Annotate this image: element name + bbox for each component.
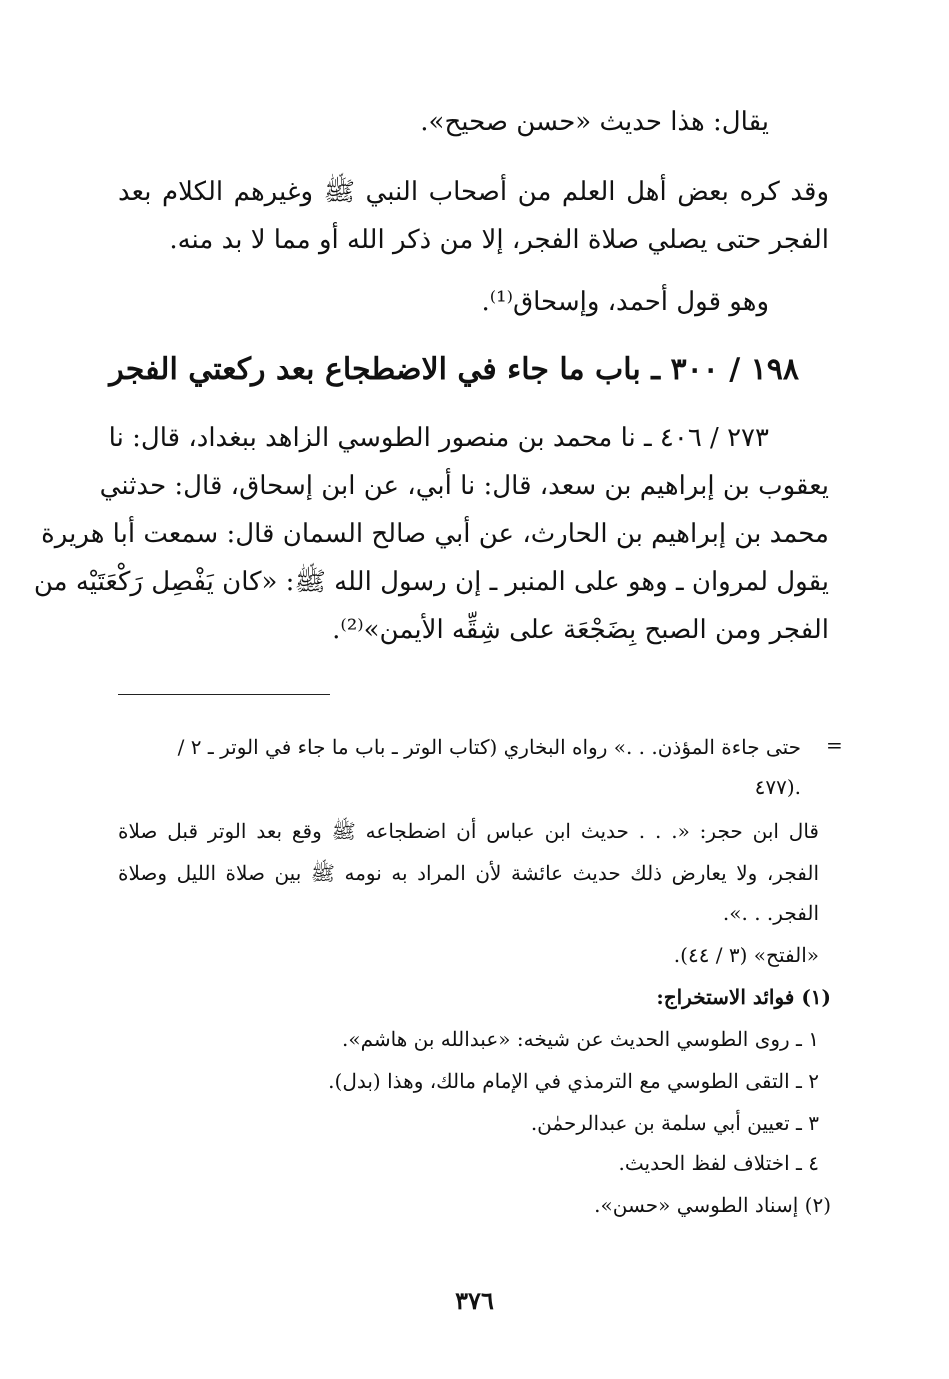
footnote-line: الفجر. . .». (722, 901, 819, 925)
footnote-line: (٢) إسناد الطوسي «حسن». (594, 1193, 831, 1217)
footnote-line: الفجر، ولا يعارض ذلك حديث عائشة لأن المراد به نومه ﷺ بين صلاة الليل وصلاة (118, 861, 819, 885)
continuation-mark: = (826, 733, 843, 757)
footnote-line: ١ ـ روى الطوسي الحديث عن شيخه: «عبدالله بن هاشم». (342, 1027, 819, 1051)
footnote-heading: (١) فوائد الاستخراج: (656, 985, 831, 1009)
hadith-line: محمد بن إبراهيم بن الحارث، عن أبي صالح السمان قال: سمعت أبا هريرة (41, 519, 829, 549)
text-line: وهو قول أحمد، وإسحاق⁽¹⁾. (481, 287, 769, 317)
text-line: الفجر حتى يصلي صلاة الفجر، إلا من ذكر الله أو مما لا بد منه. (169, 225, 829, 255)
hadith-line: ٢٧٣ / ٤٠٦ ـ نا محمد بن منصور الطوسي الزاهد ببغداد، قال: نا (108, 423, 769, 453)
chapter-heading: ١٩٨ / ٣٠٠ ـ باب ما جاء في الاضطجاع بعد ركعتي الفجر (109, 352, 799, 387)
footnote-line: ٣ ـ تعيين أبي سلمة بن عبدالرحمٰن. (530, 1111, 819, 1135)
hadith-line: يعقوب بن إبراهيم بن سعد، قال: نا أبي، عن ابن إسحاق، قال: حدثني (99, 471, 829, 501)
footnote-line: حتى جاءة المؤذن. . .» رواه البخاري (كتاب الوتر ـ باب ما جاء في الوتر ـ ٢ / (177, 735, 801, 759)
text-line: يقال: هذا حديث «حسن صحيح». (420, 107, 769, 137)
footnote-line: ٤ ـ اختلاف لفظ الحديث. (618, 1151, 819, 1175)
text-line: وقد كره بعض أهل العلم من أصحاب النبي ﷺ وغيرهم الكلام بعد (118, 177, 829, 207)
footnote-line: قال ابن حجر: «. . . حديث ابن عباس أن اضطجاعه ﷺ وقع بعد الوتر قبل صلاة (118, 819, 819, 843)
page-number: ٣٧٦ (455, 1286, 494, 1315)
hadith-line: الفجر ومن الصبح بِضَجْعَة على شِقِّه الأيمن»⁽²⁾. (332, 615, 829, 645)
footnote-line: «الفتح» (٣ / ٤٤). (673, 943, 819, 967)
footnote-separator (118, 694, 330, 695)
footnote-line: ٢ ـ التقى الطوسي مع الترمذي في الإمام مالك، وهذا (بدل). (328, 1069, 819, 1093)
footnote-line: ٤٧٧). (754, 775, 801, 799)
hadith-line: يقول لمروان ـ وهو على المنبر ـ إن رسول الله ﷺ: «كان يَفْصِل رَكْعَتَيْه من (33, 567, 829, 597)
